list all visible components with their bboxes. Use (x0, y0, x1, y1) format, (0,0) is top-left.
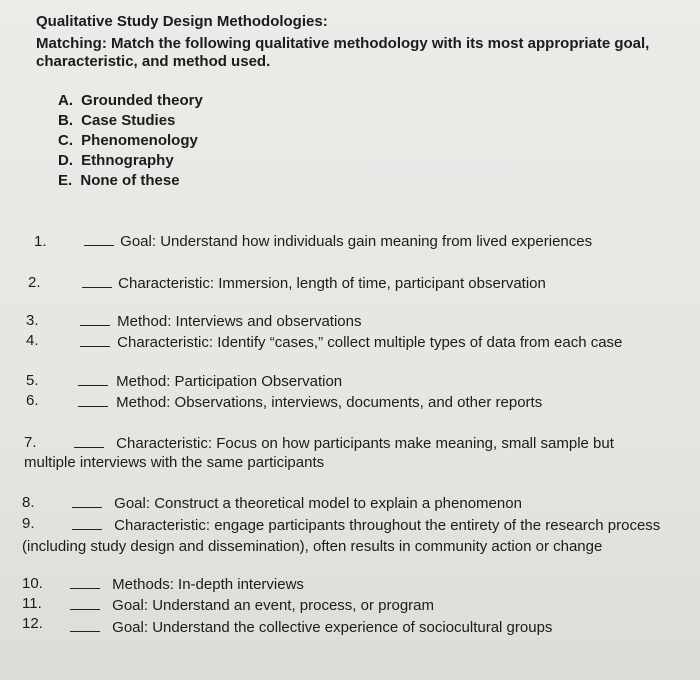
option-letter: D. (58, 152, 73, 169)
option-text: Case Studies (81, 112, 176, 129)
page-title: Qualitative Study Design Methodologies: (36, 13, 328, 30)
option-letter: C. (58, 132, 73, 149)
answer-blank[interactable] (80, 333, 110, 347)
item-11-number: 11. (22, 595, 42, 612)
option-d (58, 151, 174, 171)
item-3-row (80, 312, 361, 332)
item-text: Goal: Understand how individuals gain meaning from lived experiences (120, 233, 593, 250)
instructions-line-1: Matching: Match the following qualitative methodology with its most appropriate goal, (36, 35, 650, 52)
answer-blank[interactable] (70, 596, 100, 610)
item-7-row (74, 434, 614, 454)
item-7-continuation: multiple interviews with the same participants (24, 454, 325, 471)
option-e (58, 171, 180, 191)
item-9-row (72, 516, 660, 536)
item-text: Characteristic: Immersion, length of time, participant observation (118, 275, 546, 292)
item-5-row (78, 372, 342, 392)
item-12-number: 12. (22, 615, 43, 632)
item-6-row (78, 393, 542, 413)
option-letter: E. (58, 172, 73, 189)
option-a (58, 91, 203, 111)
answer-blank[interactable] (72, 516, 102, 530)
item-4-row (80, 333, 622, 353)
answer-blank[interactable] (78, 393, 108, 407)
item-text: Goal: Construct a theoretical model to explain a phenomenon (114, 495, 522, 512)
item-4-number: 4. (26, 332, 39, 349)
option-b (58, 111, 175, 131)
option-letter: B. (58, 112, 73, 129)
item-6-number: 6. (26, 392, 39, 409)
item-9-continuation: (including study design and dissemination), often results in community action or change (22, 538, 603, 555)
item-8-row (72, 494, 522, 514)
item-text: Characteristic: engage participants throughout the entirety of the research process (114, 517, 661, 534)
option-c (58, 131, 198, 151)
item-7-number: 7. (24, 434, 37, 451)
item-9-number: 9. (22, 515, 35, 532)
option-letter: A. (58, 92, 73, 109)
answer-blank[interactable] (78, 372, 108, 386)
item-text: Characteristic: Focus on how participants make meaning, small sample but (116, 435, 614, 452)
option-text: Ethnography (81, 152, 174, 169)
item-10-number: 10. (22, 575, 43, 592)
option-text: Phenomenology (81, 132, 198, 149)
item-2-number: 2. (28, 274, 41, 291)
item-3-number: 3. (26, 312, 39, 329)
instructions-line-2: characteristic, and method used. (36, 53, 271, 70)
option-text: None of these (80, 172, 180, 189)
answer-blank[interactable] (82, 274, 112, 288)
answer-blank[interactable] (80, 312, 110, 326)
answer-blank[interactable] (70, 575, 100, 589)
item-12-row (70, 618, 552, 638)
item-11-row (70, 596, 434, 616)
item-text: Goal: Understand the collective experience of sociocultural groups (112, 619, 553, 636)
item-text: Method: Observations, interviews, documents, and other reports (116, 394, 543, 411)
item-1-number: 1. (34, 233, 47, 250)
option-text: Grounded theory (81, 92, 203, 109)
item-text: Methods: In-depth interviews (112, 576, 304, 593)
answer-blank[interactable] (84, 232, 114, 246)
answer-blank[interactable] (72, 494, 102, 508)
item-8-number: 8. (22, 494, 35, 511)
item-text: Method: Interviews and observations (117, 313, 362, 330)
item-text: Method: Participation Observation (116, 373, 343, 390)
item-10-row (70, 575, 304, 595)
answer-blank[interactable] (74, 434, 104, 448)
item-5-number: 5. (26, 372, 39, 389)
item-2-row (82, 274, 546, 294)
item-1-row (84, 232, 592, 252)
answer-blank[interactable] (70, 618, 100, 632)
item-text: Goal: Understand an event, process, or program (112, 597, 435, 614)
item-text: Characteristic: Identify “cases,” collect multiple types of data from each case (117, 334, 623, 351)
